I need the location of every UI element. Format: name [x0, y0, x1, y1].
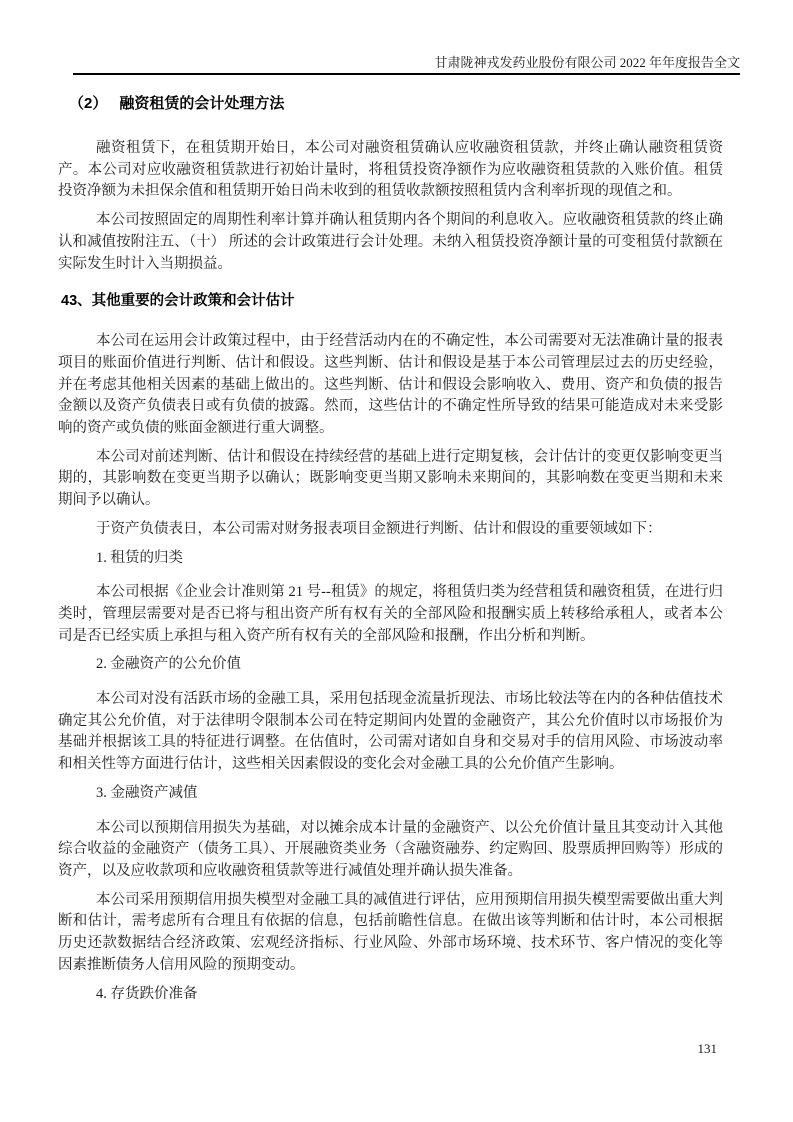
paragraph: 本公司采用预期信用损失模型对金融工具的减值进行评估，应用预期信用损失模型需要做出重大判断和估计，需考虑所有合理且有依据的信息，包括前瞻性信息。在做出该等判断和估计时，本公司根据历史还款数据结合经济政策、宏观经济指标、行业风险、外部市场环境、技术环节、客户情况的变化等因素推断债务人信用风险的预期变动。: [58, 891, 723, 973]
subsection-heading-finance-lease: [58, 94, 723, 114]
subsection-heading-number: （2）: [69, 95, 108, 112]
page-body: [58, 94, 723, 1018]
list-item-heading-fair-value: 2. 金融资产的公允价值: [96, 656, 241, 673]
page-number: 131: [697, 1041, 717, 1056]
paragraph: 融资租赁下，在租赁期开始日，本公司对融资租赁确认应收融资租赁款，并终止确认融资租赁资产。本公司对应收融资租赁款进行初始计量时，将租赁投资净额作为应收融资租赁款的入账价值。租赁投资净额为未担保余值和租赁期开始日尚未收到的租赁收款额按照租赁内含利率折现的现值之和。: [58, 140, 723, 200]
paragraph: 本公司对前述判断、估计和假设在持续经营的基础上进行定期复核，会计估计的变更仅影响变更当期的，其影响数在变更当期予以确认；既影响变更当期又影响未来期间的，其影响数在变更当期和未来期间予以确认。: [58, 448, 723, 509]
section-heading-title: 其他重要的会计政策和会计估计: [91, 293, 295, 310]
paragraph: 本公司在运用会计政策过程中，由于经营活动内在的不确定性，本公司需要对无法准确计量的报表项目的账面价值进行判断、估计和假设。这些判断、估计和假设是基于本公司管理层过去的历史经验，并在考虑其他相关因素的基础上做出的。这些判断、估计和假设会影响收入、费用、资产和负债的报告金额以及资产负债表日或有负债的披露。然而，这些估计的不确定性所导致的结果可能造成对未来受影响的资产或负债的账面金额进行重大调整。: [58, 333, 723, 437]
list-item-heading-lease-classification: 1. 租赁的归类: [96, 549, 183, 566]
paragraph: 本公司对没有活跃市场的金融工具，采用包括现金流量折现法、市场比较法等在内的各种估值技术确定其公允价值，对于法律明令限制本公司在特定期间内处置的金融资产，其公允价值时以市场报价为基础并根据该工具的特征进行调整。在估值时，公司需对诸如自身和交易对手的信用风险、市场波动率和相关性等方面进行估计，这些相关因素假设的变化会对金融工具的公允价值产生影响。: [58, 691, 723, 773]
paragraph: 本公司按照固定的周期性利率计算并确认租赁期内各个期间的利息收入。应收融资租赁款的终止确认和减值按附注五、（十） 所述的会计政策进行会计处理。未纳入租赁投资净额计量的可变租赁付款额在实际发生时计入当期损益。: [58, 212, 723, 272]
section-heading-number: 43、: [61, 293, 92, 310]
list-item-heading-financial-asset-impairment: 3. 金融资产减值: [96, 784, 198, 801]
page-header: [73, 55, 740, 75]
subsection-heading-title: 融资租赁的会计处理方法: [119, 95, 285, 112]
paragraph: 本公司以预期信用损失为基础，对以摊余成本计量的金融资产、以公允价值计量且其变动计入其他综合收益的金融资产（债务工具）、开展融资类业务（含融资融券、约定购回、股票质押回购等）形成的资产，以及应收款项和应收融资租赁款等进行减值处理并确认损失准备。: [58, 819, 723, 879]
list-item-heading-inventory-provision: 4. 存货跌价准备: [96, 985, 198, 1002]
header-title: 甘肃陇神戎发药业股份有限公司 2022 年年度报告全文: [434, 55, 740, 70]
section-heading-43: [58, 291, 723, 311]
paragraph: 本公司根据《企业会计准则第 21 号--租赁》的规定，将租赁归类为经营租赁和融资租赁，在进行归类时，管理层需要对是否已将与租出资产所有权有关的全部风险和报酬实质上转移给承租人，或者本公司是否已经实质上承担与租入资产所有权有关的全部风险和报酬，作出分析和判断。: [58, 584, 723, 644]
paragraph: 于资产负债表日，本公司需对财务报表项目金额进行判断、估计和假设的重要领域如下：: [96, 520, 662, 537]
